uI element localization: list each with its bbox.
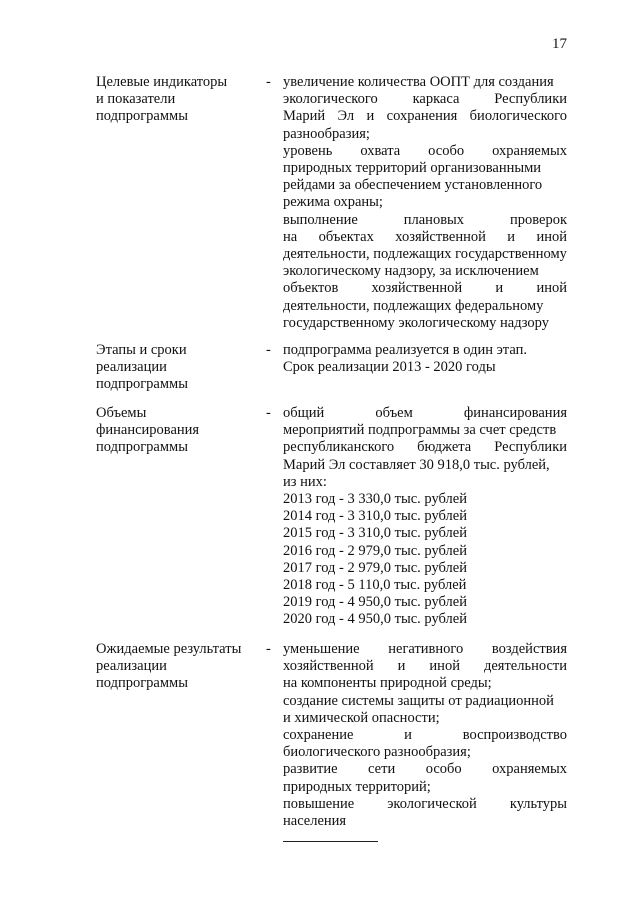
content-line: 2016 год - 2 979,0 тыс. рублей	[283, 542, 467, 559]
content-line: 2019 год - 4 950,0 тыс. рублей	[283, 594, 467, 611]
section-label	[96, 74, 266, 126]
content-line: 2015 год - 3 310,0 тыс. рублей	[283, 525, 467, 542]
label-line: Целевые индикаторы	[96, 74, 228, 90]
content-line: природных территорий;	[283, 778, 431, 795]
content-line: объектов хозяйственной и иной	[283, 280, 567, 297]
list-dash: -	[266, 405, 271, 421]
content-line: рейдами за обеспечением установленного	[283, 177, 543, 194]
content-line: 2017 год - 2 979,0 тыс. рублей	[283, 559, 467, 576]
content-line: сохранение и воспроизводство	[283, 727, 567, 744]
content-line: уменьшение негативного воздействия	[283, 641, 567, 657]
content-line: подпрограмма реализуется в один этап.	[283, 342, 527, 358]
content-line: экологического каркаса Республики	[283, 91, 567, 108]
label-line: Этапы и сроки	[96, 342, 187, 358]
content-line: республиканского бюджета Республики	[283, 439, 567, 456]
content-line: выполнение плановых проверок	[283, 211, 567, 228]
section-content	[283, 641, 567, 830]
content-line: экологическому надзору, за исключением	[283, 263, 539, 280]
content-line: на компоненты природной среды;	[283, 675, 492, 692]
content-line: деятельности, подлежащих федеральному	[283, 297, 544, 314]
content-line: создание системы защиты от радиационной	[283, 692, 554, 709]
label-line: реализации	[96, 359, 167, 376]
page-number: 17	[552, 36, 567, 52]
content-line: Срок реализации 2013 - 2020 годы	[283, 359, 496, 376]
section-label	[96, 405, 266, 457]
label-line: Ожидаемые результаты	[96, 641, 242, 657]
label-line: и показатели	[96, 91, 176, 108]
content-line: и химической опасности;	[283, 709, 440, 726]
content-line: разнообразия;	[283, 125, 370, 142]
list-dash: -	[266, 641, 271, 657]
content-line: режима охраны;	[283, 194, 383, 211]
content-line: на объектах хозяйственной и иной	[283, 228, 567, 245]
content-line: 2018 год - 5 110,0 тыс. рублей	[283, 577, 467, 594]
label-line: подпрограммы	[96, 108, 188, 125]
label-line: подпрограммы	[96, 376, 188, 393]
footer-rule	[283, 841, 378, 842]
content-line: природных территорий организованными	[283, 160, 542, 177]
content-line: деятельности, подлежащих государственному	[283, 246, 567, 263]
label-line: подпрограммы	[96, 439, 188, 456]
content-line: Марий Эл и сохранения биологического	[283, 108, 567, 125]
section-label	[96, 641, 266, 693]
section-content	[283, 405, 567, 629]
section-content	[283, 74, 567, 332]
content-line: 2013 год - 3 330,0 тыс. рублей	[283, 491, 467, 508]
content-line: населения	[283, 813, 347, 830]
content-line: мероприятий подпрограммы за счет средств	[283, 422, 557, 439]
content-line: увеличение количества ООПТ для создания	[283, 74, 554, 90]
content-line: общий объем финансирования	[283, 405, 567, 421]
label-line: Объемы	[96, 405, 147, 421]
section-content	[283, 342, 567, 376]
label-line: финансирования	[96, 422, 200, 439]
content-line: уровень охвата особо охраняемых	[283, 142, 567, 159]
content-line: из них:	[283, 473, 327, 490]
content-line: 2020 год - 4 950,0 тыс. рублей	[283, 611, 467, 628]
content-line: 2014 год - 3 310,0 тыс. рублей	[283, 508, 467, 525]
list-dash: -	[266, 342, 271, 358]
label-line: реализации	[96, 658, 167, 675]
content-line: повышение экологической культуры	[283, 795, 567, 812]
content-line: государственному экологическому надзору	[283, 314, 549, 331]
section-label	[96, 342, 266, 394]
label-line: подпрограммы	[96, 675, 188, 692]
content-line: биологического разнообразия;	[283, 744, 471, 761]
content-line: Марий Эл составляет 30 918,0 тыс. рублей,	[283, 456, 550, 473]
list-dash: -	[266, 74, 271, 90]
content-line: хозяйственной и иной деятельности	[283, 658, 567, 675]
content-line: развитие сети особо охраняемых	[283, 761, 567, 778]
